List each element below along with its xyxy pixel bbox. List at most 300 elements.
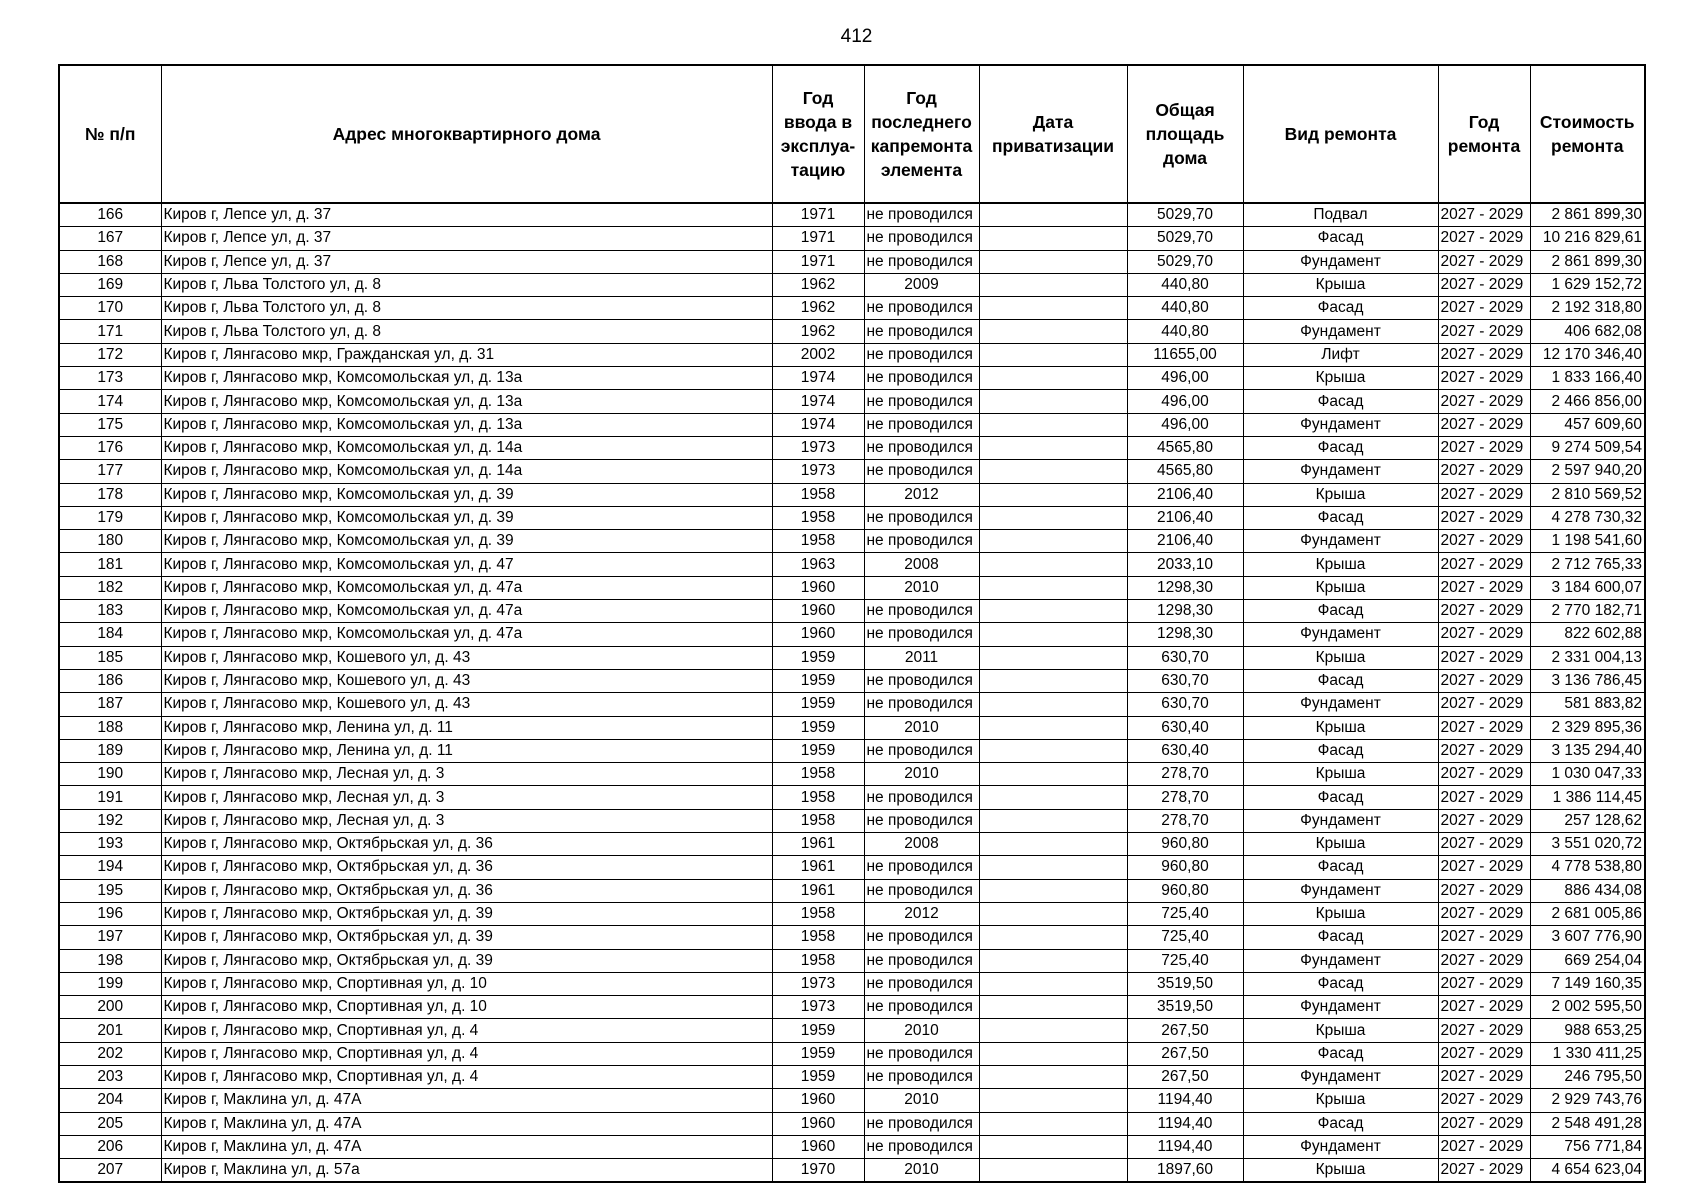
cell-num: 183: [59, 600, 161, 623]
cell-last-repair: 2010: [864, 1159, 979, 1183]
cell-repair-kind: Фундамент: [1243, 623, 1438, 646]
cell-repair-year: 2027 - 2029: [1438, 250, 1530, 273]
cell-area: 5029,70: [1127, 227, 1243, 250]
cell-privatization: [979, 576, 1127, 599]
cell-privatization: [979, 320, 1127, 343]
cell-cost: 257 128,62: [1530, 809, 1645, 832]
cell-cost: 4 654 623,04: [1530, 1159, 1645, 1183]
cell-address: Киров г, Лянгасово мкр, Октябрьская ул, д. 39: [161, 949, 772, 972]
table-row: [59, 809, 1645, 832]
cell-num: 196: [59, 902, 161, 925]
cell-num: 169: [59, 273, 161, 296]
cell-repair-kind: Фундамент: [1243, 1065, 1438, 1088]
cell-last-repair: не проводился: [864, 320, 979, 343]
table-row: [59, 669, 1645, 692]
cell-repair-year: 2027 - 2029: [1438, 669, 1530, 692]
cell-repair-kind: Лифт: [1243, 343, 1438, 366]
cell-area: 496,00: [1127, 367, 1243, 390]
cell-repair-year: 2027 - 2029: [1438, 530, 1530, 553]
cell-area: 496,00: [1127, 390, 1243, 413]
cell-repair-year: 2027 - 2029: [1438, 902, 1530, 925]
table-row: [59, 949, 1645, 972]
cell-repair-year: 2027 - 2029: [1438, 1135, 1530, 1158]
cell-year-built: 1958: [772, 926, 864, 949]
table-row: [59, 623, 1645, 646]
cell-privatization: [979, 297, 1127, 320]
cell-repair-kind: Крыша: [1243, 273, 1438, 296]
table-row: [59, 390, 1645, 413]
cell-last-repair: не проводился: [864, 203, 979, 227]
cell-privatization: [979, 972, 1127, 995]
cell-area: 2106,40: [1127, 483, 1243, 506]
cell-address: Киров г, Лянгасово мкр, Спортивная ул, д. 10: [161, 972, 772, 995]
table-row: [59, 506, 1645, 529]
cell-num: 193: [59, 833, 161, 856]
cell-last-repair: не проводился: [864, 436, 979, 459]
cell-area: 278,70: [1127, 786, 1243, 809]
cell-year-built: 1961: [772, 833, 864, 856]
cell-area: 278,70: [1127, 763, 1243, 786]
cell-area: 630,70: [1127, 646, 1243, 669]
table-row: [59, 250, 1645, 273]
cell-address: Киров г, Лянгасово мкр, Комсомольская ул, д. 39: [161, 530, 772, 553]
cell-address: Киров г, Лянгасово мкр, Комсомольская ул, д. 13а: [161, 413, 772, 436]
cell-address: Киров г, Лянгасово мкр, Комсомольская ул, д. 14а: [161, 460, 772, 483]
cell-last-repair: не проводился: [864, 367, 979, 390]
cell-area: 1194,40: [1127, 1112, 1243, 1135]
cell-repair-kind: Фундамент: [1243, 250, 1438, 273]
cell-privatization: [979, 1019, 1127, 1042]
table-row: [59, 227, 1645, 250]
cell-repair-year: 2027 - 2029: [1438, 1112, 1530, 1135]
cell-last-repair: не проводился: [864, 600, 979, 623]
cell-repair-year: 2027 - 2029: [1438, 1042, 1530, 1065]
cell-repair-year: 2027 - 2029: [1438, 763, 1530, 786]
cell-last-repair: 2010: [864, 1019, 979, 1042]
cell-privatization: [979, 856, 1127, 879]
table-row: [59, 972, 1645, 995]
cell-address: Киров г, Лянгасово мкр, Комсомольская ул, д. 39: [161, 506, 772, 529]
cell-num: 182: [59, 576, 161, 599]
cell-year-built: 1958: [772, 786, 864, 809]
cell-address: Киров г, Маклина ул, д. 57а: [161, 1159, 772, 1183]
cell-area: 1897,60: [1127, 1159, 1243, 1183]
cell-repair-year: 2027 - 2029: [1438, 693, 1530, 716]
cell-last-repair: 2010: [864, 1089, 979, 1112]
cell-repair-year: 2027 - 2029: [1438, 506, 1530, 529]
header-row: [59, 65, 1645, 203]
cell-repair-year: 2027 - 2029: [1438, 786, 1530, 809]
table-row: [59, 576, 1645, 599]
cell-num: 206: [59, 1135, 161, 1158]
cell-privatization: [979, 203, 1127, 227]
cell-cost: 3 184 600,07: [1530, 576, 1645, 599]
cell-num: 179: [59, 506, 161, 529]
repair-registry-table: [58, 64, 1646, 1183]
cell-num: 198: [59, 949, 161, 972]
cell-address: Киров г, Лянгасово мкр, Спортивная ул, д. 4: [161, 1019, 772, 1042]
table-row: [59, 1042, 1645, 1065]
cell-year-built: 1959: [772, 669, 864, 692]
cell-year-built: 1960: [772, 1089, 864, 1112]
cell-address: Киров г, Лянгасово мкр, Кошевого ул, д. 43: [161, 669, 772, 692]
cell-num: 192: [59, 809, 161, 832]
cell-privatization: [979, 506, 1127, 529]
cell-area: 630,70: [1127, 693, 1243, 716]
cell-cost: 1 833 166,40: [1530, 367, 1645, 390]
cell-year-built: 1974: [772, 367, 864, 390]
header-num: № п/п: [59, 65, 161, 203]
cell-repair-year: 2027 - 2029: [1438, 343, 1530, 366]
cell-cost: 2 712 765,33: [1530, 553, 1645, 576]
table-row: [59, 1112, 1645, 1135]
cell-address: Киров г, Лянгасово мкр, Кошевого ул, д. 43: [161, 693, 772, 716]
cell-repair-year: 2027 - 2029: [1438, 879, 1530, 902]
cell-cost: 2 331 004,13: [1530, 646, 1645, 669]
table-body: [59, 203, 1645, 1182]
cell-cost: 4 278 730,32: [1530, 506, 1645, 529]
cell-repair-year: 2027 - 2029: [1438, 483, 1530, 506]
cell-privatization: [979, 902, 1127, 925]
cell-cost: 2 861 899,30: [1530, 250, 1645, 273]
cell-cost: 10 216 829,61: [1530, 227, 1645, 250]
cell-num: 197: [59, 926, 161, 949]
cell-address: Киров г, Лянгасово мкр, Комсомольская ул, д. 47а: [161, 576, 772, 599]
table-row: [59, 483, 1645, 506]
cell-address: Киров г, Лепсе ул, д. 37: [161, 203, 772, 227]
table-row: [59, 553, 1645, 576]
cell-privatization: [979, 879, 1127, 902]
cell-cost: 2 548 491,28: [1530, 1112, 1645, 1135]
cell-year-built: 1961: [772, 856, 864, 879]
table-row: [59, 996, 1645, 1019]
table-row: [59, 1065, 1645, 1088]
cell-num: 184: [59, 623, 161, 646]
cell-privatization: [979, 739, 1127, 762]
cell-privatization: [979, 1042, 1127, 1065]
cell-year-built: 1974: [772, 390, 864, 413]
cell-last-repair: не проводился: [864, 739, 979, 762]
cell-num: 194: [59, 856, 161, 879]
cell-privatization: [979, 669, 1127, 692]
cell-repair-year: 2027 - 2029: [1438, 646, 1530, 669]
cell-area: 1298,30: [1127, 600, 1243, 623]
cell-year-built: 1959: [772, 646, 864, 669]
cell-cost: 2 597 940,20: [1530, 460, 1645, 483]
cell-cost: 988 653,25: [1530, 1019, 1645, 1042]
cell-repair-kind: Фундамент: [1243, 693, 1438, 716]
cell-num: 205: [59, 1112, 161, 1135]
cell-year-built: 1958: [772, 902, 864, 925]
cell-privatization: [979, 693, 1127, 716]
cell-year-built: 1962: [772, 297, 864, 320]
cell-repair-year: 2027 - 2029: [1438, 390, 1530, 413]
cell-address: Киров г, Маклина ул, д. 47А: [161, 1135, 772, 1158]
cell-year-built: 1960: [772, 1135, 864, 1158]
cell-repair-year: 2027 - 2029: [1438, 227, 1530, 250]
cell-area: 267,50: [1127, 1042, 1243, 1065]
cell-address: Киров г, Маклина ул, д. 47А: [161, 1112, 772, 1135]
cell-last-repair: не проводился: [864, 996, 979, 1019]
cell-cost: 2 329 895,36: [1530, 716, 1645, 739]
cell-privatization: [979, 949, 1127, 972]
cell-num: 201: [59, 1019, 161, 1042]
page-number: 412: [840, 26, 873, 47]
table-row: [59, 413, 1645, 436]
cell-area: 725,40: [1127, 926, 1243, 949]
cell-address: Киров г, Льва Толстого ул, д. 8: [161, 273, 772, 296]
cell-cost: 457 609,60: [1530, 413, 1645, 436]
cell-area: 1194,40: [1127, 1135, 1243, 1158]
cell-repair-year: 2027 - 2029: [1438, 297, 1530, 320]
cell-cost: 581 883,82: [1530, 693, 1645, 716]
cell-area: 960,80: [1127, 879, 1243, 902]
cell-area: 440,80: [1127, 320, 1243, 343]
cell-year-built: 1960: [772, 600, 864, 623]
cell-cost: 1 198 541,60: [1530, 530, 1645, 553]
cell-num: 189: [59, 739, 161, 762]
cell-privatization: [979, 1089, 1127, 1112]
cell-year-built: 1974: [772, 413, 864, 436]
cell-area: 725,40: [1127, 902, 1243, 925]
cell-privatization: [979, 833, 1127, 856]
cell-year-built: 1959: [772, 1065, 864, 1088]
cell-num: 170: [59, 297, 161, 320]
table-row: [59, 646, 1645, 669]
cell-repair-year: 2027 - 2029: [1438, 1065, 1530, 1088]
header-area: Общая площадь дома: [1127, 65, 1243, 203]
cell-repair-year: 2027 - 2029: [1438, 1089, 1530, 1112]
header-cost: Стоимость ремонта: [1530, 65, 1645, 203]
cell-area: 267,50: [1127, 1019, 1243, 1042]
table-row: [59, 856, 1645, 879]
cell-address: Киров г, Лянгасово мкр, Лесная ул, д. 3: [161, 763, 772, 786]
cell-last-repair: 2008: [864, 553, 979, 576]
cell-cost: 2 770 182,71: [1530, 600, 1645, 623]
cell-cost: 9 274 509,54: [1530, 436, 1645, 459]
cell-privatization: [979, 926, 1127, 949]
table-row: [59, 786, 1645, 809]
cell-cost: 7 149 160,35: [1530, 972, 1645, 995]
cell-year-built: 1973: [772, 996, 864, 1019]
cell-repair-year: 2027 - 2029: [1438, 716, 1530, 739]
cell-year-built: 1960: [772, 623, 864, 646]
cell-repair-kind: Фасад: [1243, 390, 1438, 413]
cell-num: 190: [59, 763, 161, 786]
cell-repair-kind: Крыша: [1243, 902, 1438, 925]
cell-num: 173: [59, 367, 161, 390]
table-row: [59, 436, 1645, 459]
cell-num: 172: [59, 343, 161, 366]
cell-address: Киров г, Льва Толстого ул, д. 8: [161, 320, 772, 343]
table-row: [59, 1159, 1645, 1183]
cell-repair-year: 2027 - 2029: [1438, 413, 1530, 436]
cell-cost: 886 434,08: [1530, 879, 1645, 902]
cell-privatization: [979, 1159, 1127, 1183]
cell-repair-kind: Фасад: [1243, 926, 1438, 949]
cell-privatization: [979, 763, 1127, 786]
cell-privatization: [979, 436, 1127, 459]
cell-last-repair: не проводился: [864, 506, 979, 529]
cell-num: 191: [59, 786, 161, 809]
cell-num: 174: [59, 390, 161, 413]
cell-privatization: [979, 413, 1127, 436]
cell-repair-year: 2027 - 2029: [1438, 436, 1530, 459]
table-row: [59, 926, 1645, 949]
cell-num: 181: [59, 553, 161, 576]
table-row: [59, 739, 1645, 762]
cell-year-built: 1958: [772, 763, 864, 786]
cell-area: 267,50: [1127, 1065, 1243, 1088]
table-row: [59, 902, 1645, 925]
cell-area: 5029,70: [1127, 203, 1243, 227]
cell-repair-kind: Крыша: [1243, 716, 1438, 739]
cell-year-built: 1973: [772, 972, 864, 995]
cell-repair-kind: Крыша: [1243, 763, 1438, 786]
cell-address: Киров г, Лянгасово мкр, Лесная ул, д. 3: [161, 809, 772, 832]
cell-repair-kind: Фундамент: [1243, 809, 1438, 832]
cell-last-repair: не проводился: [864, 1042, 979, 1065]
cell-area: 440,80: [1127, 297, 1243, 320]
cell-num: 187: [59, 693, 161, 716]
cell-privatization: [979, 367, 1127, 390]
cell-repair-kind: Фасад: [1243, 1042, 1438, 1065]
header-privatization: Дата приватизации: [979, 65, 1127, 203]
cell-last-repair: не проводился: [864, 1112, 979, 1135]
cell-address: Киров г, Лянгасово мкр, Комсомольская ул, д. 39: [161, 483, 772, 506]
cell-last-repair: не проводился: [864, 926, 979, 949]
cell-area: 2106,40: [1127, 506, 1243, 529]
cell-address: Киров г, Маклина ул, д. 47А: [161, 1089, 772, 1112]
cell-year-built: 1959: [772, 1019, 864, 1042]
table-row: [59, 693, 1645, 716]
cell-repair-kind: Фундамент: [1243, 879, 1438, 902]
cell-repair-year: 2027 - 2029: [1438, 856, 1530, 879]
cell-year-built: 1960: [772, 1112, 864, 1135]
header-repair-kind: Вид ремонта: [1243, 65, 1438, 203]
cell-area: 630,40: [1127, 739, 1243, 762]
cell-address: Киров г, Лянгасово мкр, Спортивная ул, д. 4: [161, 1065, 772, 1088]
cell-address: Киров г, Лянгасово мкр, Ленина ул, д. 11: [161, 716, 772, 739]
cell-cost: 1 030 047,33: [1530, 763, 1645, 786]
cell-num: 175: [59, 413, 161, 436]
cell-cost: 4 778 538,80: [1530, 856, 1645, 879]
header-address: Адрес многоквартирного дома: [161, 65, 772, 203]
cell-privatization: [979, 530, 1127, 553]
table-header: [59, 65, 1645, 203]
cell-num: 204: [59, 1089, 161, 1112]
cell-repair-kind: Крыша: [1243, 833, 1438, 856]
cell-cost: 2 810 569,52: [1530, 483, 1645, 506]
cell-last-repair: не проводился: [864, 1065, 979, 1088]
cell-repair-kind: Фасад: [1243, 669, 1438, 692]
cell-area: 5029,70: [1127, 250, 1243, 273]
cell-address: Киров г, Лянгасово мкр, Октябрьская ул, д. 39: [161, 902, 772, 925]
cell-repair-year: 2027 - 2029: [1438, 1019, 1530, 1042]
cell-cost: 756 771,84: [1530, 1135, 1645, 1158]
cell-year-built: 1959: [772, 693, 864, 716]
cell-privatization: [979, 1112, 1127, 1135]
table-row: [59, 1089, 1645, 1112]
cell-repair-kind: Фасад: [1243, 297, 1438, 320]
cell-repair-year: 2027 - 2029: [1438, 809, 1530, 832]
cell-repair-year: 2027 - 2029: [1438, 600, 1530, 623]
cell-privatization: [979, 250, 1127, 273]
cell-repair-kind: Крыша: [1243, 1159, 1438, 1183]
cell-last-repair: не проводился: [864, 460, 979, 483]
cell-repair-kind: Фундамент: [1243, 1135, 1438, 1158]
cell-address: Киров г, Лянгасово мкр, Кошевого ул, д. 43: [161, 646, 772, 669]
cell-repair-kind: Фасад: [1243, 786, 1438, 809]
cell-cost: 1 629 152,72: [1530, 273, 1645, 296]
cell-cost: 2 466 856,00: [1530, 390, 1645, 413]
cell-area: 725,40: [1127, 949, 1243, 972]
cell-repair-year: 2027 - 2029: [1438, 553, 1530, 576]
cell-num: 185: [59, 646, 161, 669]
cell-repair-year: 2027 - 2029: [1438, 320, 1530, 343]
cell-address: Киров г, Лянгасово мкр, Лесная ул, д. 3: [161, 786, 772, 809]
cell-last-repair: 2008: [864, 833, 979, 856]
cell-privatization: [979, 1135, 1127, 1158]
table-row: [59, 530, 1645, 553]
cell-area: 278,70: [1127, 809, 1243, 832]
cell-repair-kind: Фасад: [1243, 856, 1438, 879]
cell-area: 11655,00: [1127, 343, 1243, 366]
cell-year-built: 1960: [772, 576, 864, 599]
cell-area: 960,80: [1127, 833, 1243, 856]
cell-cost: 669 254,04: [1530, 949, 1645, 972]
cell-repair-kind: Крыша: [1243, 576, 1438, 599]
header-last-repair: Год последнего капремонта элемента: [864, 65, 979, 203]
cell-year-built: 1963: [772, 553, 864, 576]
cell-address: Киров г, Лянгасово мкр, Ленина ул, д. 11: [161, 739, 772, 762]
cell-repair-year: 2027 - 2029: [1438, 949, 1530, 972]
cell-area: 1194,40: [1127, 1089, 1243, 1112]
cell-num: 199: [59, 972, 161, 995]
cell-year-built: 1959: [772, 1042, 864, 1065]
cell-last-repair: не проводился: [864, 972, 979, 995]
cell-repair-year: 2027 - 2029: [1438, 833, 1530, 856]
cell-privatization: [979, 786, 1127, 809]
cell-num: 200: [59, 996, 161, 1019]
cell-year-built: 2002: [772, 343, 864, 366]
cell-last-repair: не проводился: [864, 413, 979, 436]
table-row: [59, 460, 1645, 483]
cell-last-repair: не проводился: [864, 786, 979, 809]
cell-privatization: [979, 996, 1127, 1019]
table-row: [59, 1135, 1645, 1158]
table-row: [59, 879, 1645, 902]
cell-repair-year: 2027 - 2029: [1438, 203, 1530, 227]
cell-repair-kind: Фасад: [1243, 227, 1438, 250]
cell-privatization: [979, 483, 1127, 506]
cell-repair-kind: Фундамент: [1243, 949, 1438, 972]
cell-last-repair: не проводился: [864, 856, 979, 879]
cell-year-built: 1970: [772, 1159, 864, 1183]
cell-address: Киров г, Лянгасово мкр, Комсомольская ул, д. 13а: [161, 390, 772, 413]
table-row: [59, 833, 1645, 856]
cell-address: Киров г, Лянгасово мкр, Комсомольская ул, д. 47: [161, 553, 772, 576]
cell-num: 180: [59, 530, 161, 553]
cell-area: 960,80: [1127, 856, 1243, 879]
cell-privatization: [979, 273, 1127, 296]
cell-privatization: [979, 343, 1127, 366]
cell-num: 176: [59, 436, 161, 459]
cell-year-built: 1958: [772, 809, 864, 832]
cell-repair-kind: Фундамент: [1243, 996, 1438, 1019]
cell-privatization: [979, 1065, 1127, 1088]
cell-year-built: 1973: [772, 460, 864, 483]
